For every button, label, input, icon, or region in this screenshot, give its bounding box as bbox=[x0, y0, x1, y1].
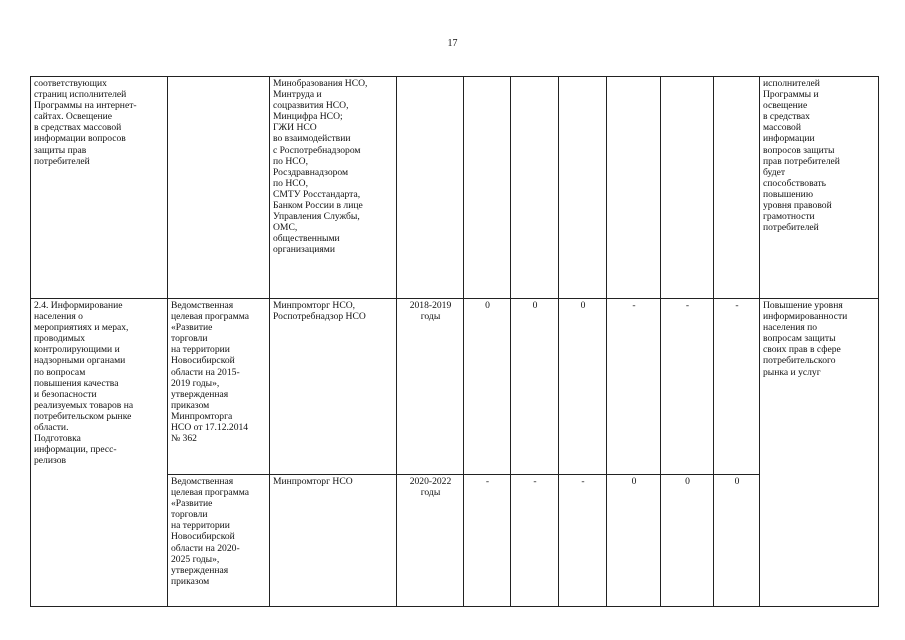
value-cell bbox=[607, 77, 661, 299]
years-cell: 2020-2022 годы bbox=[397, 475, 464, 607]
activity-cell: 2.4. Информирование населения о мероприятиях и мерах, проводимых контролирующими и надзорными органами по вопросам повышения качества и безопасности реализуемых товаров на потребительском рынке области. Подготовка информации, пресс- релизов bbox=[31, 299, 168, 607]
executors-cell: Минобразования НСО, Минтруда и соцразвития НСО, Минцифра НСО; ГЖИ НСО во взаимодействии с Роспотребнадзором по НСО, Росздравнадзором по НСО, СМТУ Росстандарта, Банком России в лице Управления Службы, ОМС, общественными организациями bbox=[270, 77, 397, 299]
value-cell: 0 bbox=[607, 475, 661, 607]
value-cell bbox=[661, 77, 714, 299]
value-cell bbox=[511, 77, 559, 299]
value-cell bbox=[559, 77, 607, 299]
value-cell: 0 bbox=[559, 299, 607, 475]
result-cell: исполнителей Программы и освещение в средствах массовой информации вопросов защиты прав потребителей будет способствовать повышению уровня правовой грамотности потребителей bbox=[760, 77, 879, 299]
program-cell: Ведомственная целевая программа «Развитие торговли на территории Новосибирской области на 2020- 2025 годы», утвержденная приказом bbox=[168, 475, 270, 607]
value-cell: - bbox=[559, 475, 607, 607]
value-cell: 0 bbox=[661, 475, 714, 607]
value-cell bbox=[464, 77, 511, 299]
activity-cell: соответствующих страниц исполнителей Программы на интернет- сайтах. Освещение в средствах массовой информации вопросов защиты прав потребителей bbox=[31, 77, 168, 299]
value-cell: 0 bbox=[511, 299, 559, 475]
value-cell bbox=[714, 77, 760, 299]
value-cell: - bbox=[464, 475, 511, 607]
program-table bbox=[30, 76, 879, 607]
years-cell bbox=[397, 77, 464, 299]
value-cell: 0 bbox=[464, 299, 511, 475]
table-row bbox=[31, 77, 879, 299]
value-cell: 0 bbox=[714, 475, 760, 607]
value-cell: - bbox=[661, 299, 714, 475]
years-cell: 2018-2019 годы bbox=[397, 299, 464, 475]
table-row bbox=[31, 299, 879, 475]
program-cell bbox=[168, 77, 270, 299]
page-number: 17 bbox=[447, 38, 458, 49]
value-cell: - bbox=[511, 475, 559, 607]
result-cell: Повышение уровня информированности населения по вопросам защиты своих прав в сфере потребительского рынка и услуг bbox=[760, 299, 879, 607]
executors-cell: Минпромторг НСО bbox=[270, 475, 397, 607]
value-cell: - bbox=[714, 299, 760, 475]
program-cell: Ведомственная целевая программа «Развитие торговли на территории Новосибирской области на 2015- 2019 годы», утвержденная приказом Минпромторга НСО от 17.12.2014 № 362 bbox=[168, 299, 270, 475]
executors-cell: Минпромторг НСО, Роспотребнадзор НСО bbox=[270, 299, 397, 475]
value-cell: - bbox=[607, 299, 661, 475]
